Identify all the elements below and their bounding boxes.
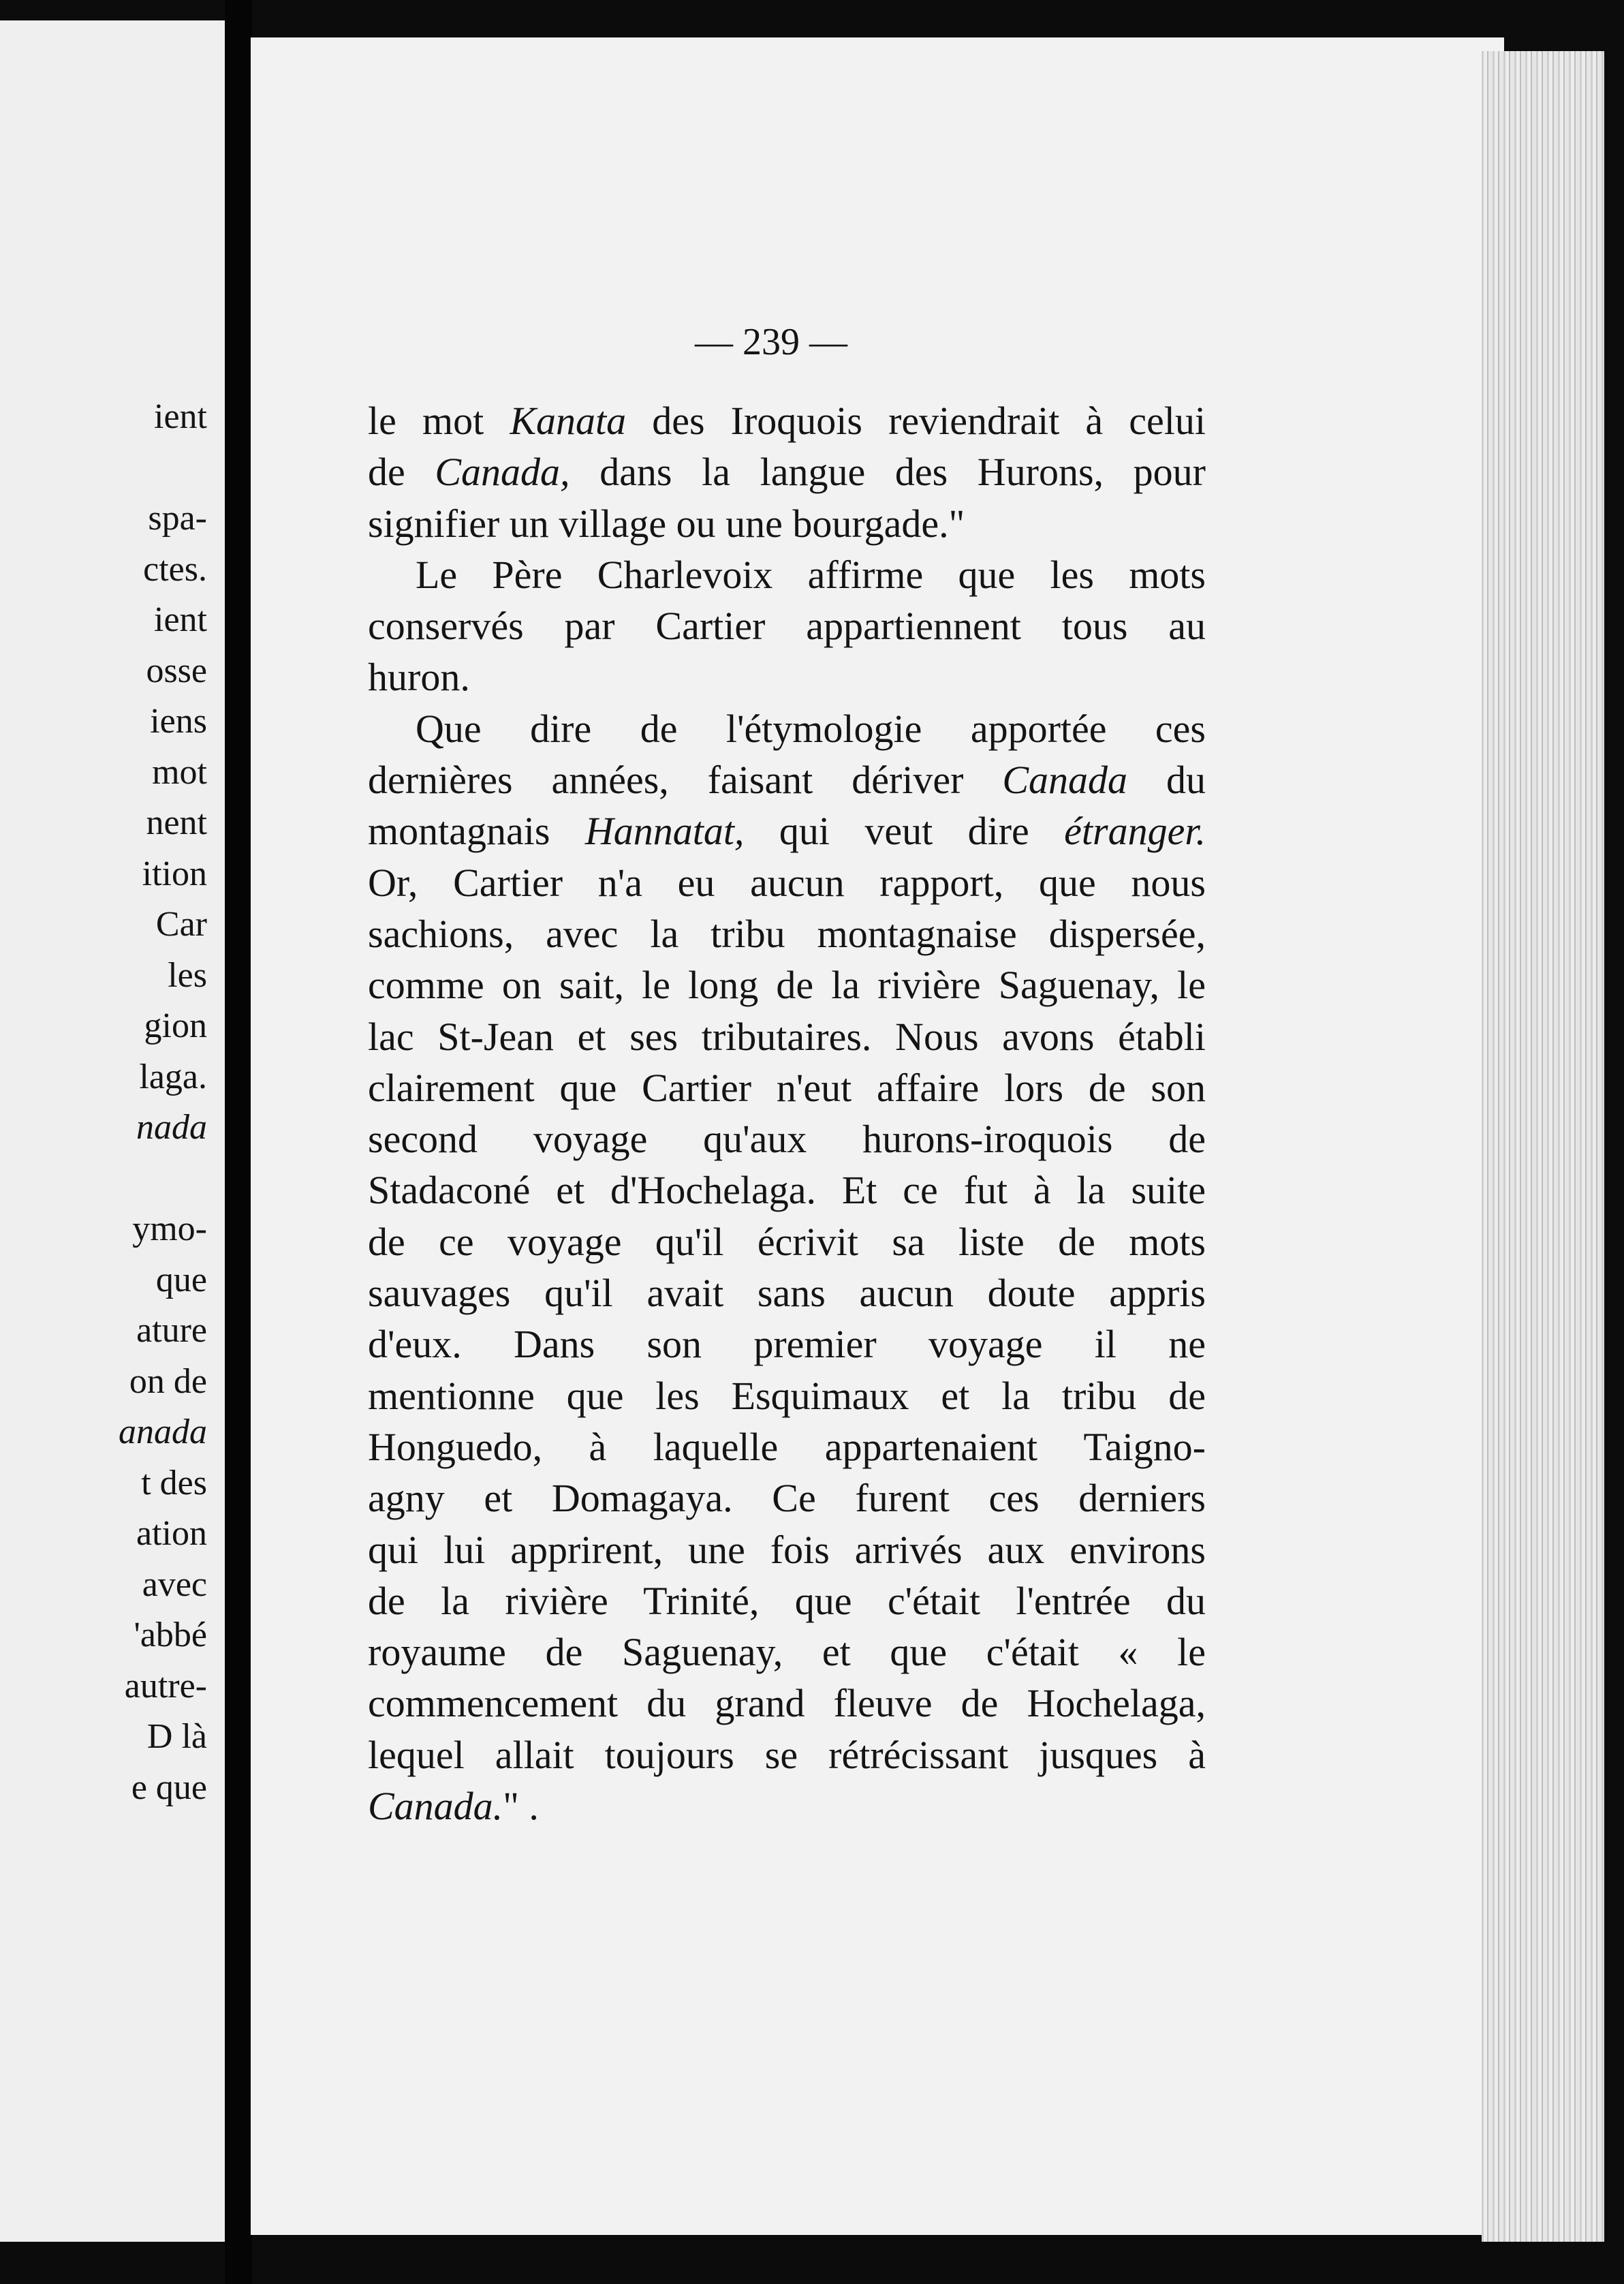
text-line bbox=[368, 805, 1206, 856]
text-run: lac St-Jean et ses tributaires. Nous avons établi bbox=[368, 1014, 1206, 1059]
text-line bbox=[368, 600, 1206, 651]
left-page-line: ition bbox=[142, 854, 207, 893]
text-run: d'eux. Dans son premier voyage il ne bbox=[368, 1322, 1206, 1367]
left-page-line: nent bbox=[146, 803, 207, 842]
text-run: royaume de Saguenay, et que c'était « le bbox=[368, 1630, 1206, 1675]
page-edges bbox=[1482, 51, 1604, 2242]
left-page-line: ation bbox=[136, 1514, 207, 1553]
text-line bbox=[368, 1267, 1206, 1318]
left-page-line: osse bbox=[146, 651, 207, 690]
italic-text: Kanata bbox=[510, 399, 627, 443]
left-page-line: on de bbox=[129, 1361, 207, 1401]
italic-text: Canada, bbox=[435, 450, 570, 495]
text-run: qui lui apprirent, une fois arrivés aux environs bbox=[368, 1527, 1206, 1572]
left-page-line: ymo- bbox=[132, 1209, 207, 1248]
text-line bbox=[368, 1575, 1206, 1626]
text-line bbox=[368, 703, 1206, 754]
text-line bbox=[368, 1678, 1206, 1729]
left-page-line: ient bbox=[154, 397, 207, 436]
left-page-line: avec bbox=[142, 1564, 207, 1604]
text-run: Stadaconé et d'Hochelaga. Et ce fut à la suite bbox=[368, 1168, 1206, 1213]
left-page-line: Car bbox=[155, 905, 207, 944]
text-run: le mot bbox=[368, 399, 510, 443]
text-run: second voyage qu'aux hurons-iroquois de bbox=[368, 1117, 1206, 1162]
text-run: de bbox=[368, 450, 435, 495]
text-run: huron. bbox=[368, 655, 470, 700]
text-run: montagnais bbox=[368, 809, 585, 854]
text-line bbox=[368, 1318, 1206, 1370]
text-line bbox=[368, 1472, 1206, 1524]
left-page-line: ient bbox=[154, 600, 207, 639]
text-run: lequel allait toujours se rétrécissant jusques à bbox=[368, 1732, 1206, 1777]
text-line bbox=[368, 754, 1206, 805]
text-run: signifier un village ou une bourgade." bbox=[368, 501, 965, 546]
text-line bbox=[368, 1216, 1206, 1267]
text-run: agny et Domagaya. Ce furent ces derniers bbox=[368, 1476, 1206, 1521]
text-run: sauvages qu'il avait sans aucun doute appris bbox=[368, 1271, 1206, 1316]
text-run: de la rivière Trinité, que c'était l'entrée du bbox=[368, 1578, 1206, 1623]
text-run: Le Père Charlevoix affirme que les mots bbox=[416, 552, 1206, 597]
text-run: du bbox=[1127, 758, 1206, 803]
text-run: conservés par Cartier appartiennent tous au bbox=[368, 604, 1206, 649]
left-page-text bbox=[119, 392, 207, 1813]
left-page-line bbox=[119, 443, 207, 494]
text-line bbox=[368, 1370, 1206, 1421]
text-run: clairement que Cartier n'eut affaire lors de son bbox=[368, 1065, 1206, 1110]
text-run: Honguedo, à laquelle appartenaient Taigno- bbox=[368, 1424, 1206, 1469]
left-page-line: 'abbé bbox=[134, 1616, 207, 1654]
text-line bbox=[368, 1062, 1206, 1113]
text-line bbox=[368, 1729, 1206, 1780]
text-run: Or, Cartier n'a eu aucun rapport, que nous bbox=[368, 860, 1206, 905]
left-page-line: spa- bbox=[148, 499, 207, 538]
text-run: " . bbox=[503, 1784, 539, 1829]
left-page-line: que bbox=[155, 1260, 207, 1299]
left-page-line: autre- bbox=[124, 1666, 207, 1706]
left-page bbox=[0, 20, 229, 2242]
left-page-line: D là bbox=[146, 1717, 207, 1756]
text-line bbox=[368, 1113, 1206, 1164]
text-run: dans la langue des Hurons, pour bbox=[569, 450, 1206, 495]
text-run: mentionne que les Esquimaux et la tribu de bbox=[368, 1373, 1206, 1418]
left-page-line: mot bbox=[152, 752, 207, 792]
left-page-line: iens bbox=[150, 702, 207, 741]
text-line bbox=[368, 1626, 1206, 1678]
text-line bbox=[368, 395, 1206, 446]
page-number: — 239 — bbox=[695, 321, 847, 363]
book-gutter bbox=[225, 0, 252, 2284]
text-run: sachions, avec la tribu montagnaise dispersée, bbox=[368, 911, 1206, 956]
left-page-line: ature bbox=[136, 1311, 207, 1350]
left-page-line: gion bbox=[144, 1006, 207, 1045]
left-page-line: anada bbox=[119, 1413, 207, 1451]
left-page-line: e que bbox=[131, 1768, 207, 1807]
text-run: qui veut dire bbox=[744, 809, 1065, 854]
text-line bbox=[368, 1780, 1206, 1832]
text-line bbox=[368, 1164, 1206, 1216]
text-line bbox=[368, 446, 1206, 497]
italic-text: Canada bbox=[1002, 758, 1128, 803]
text-line bbox=[368, 1524, 1206, 1575]
left-page-line: t des bbox=[141, 1463, 207, 1502]
text-line bbox=[368, 651, 1206, 703]
left-page-line bbox=[119, 1154, 207, 1205]
italic-text: Canada. bbox=[368, 1784, 503, 1829]
text-line bbox=[368, 1011, 1206, 1062]
left-page-line: laga. bbox=[139, 1057, 207, 1096]
text-run: de ce voyage qu'il écrivit sa liste de mots bbox=[368, 1219, 1206, 1264]
left-page-line: ctes. bbox=[143, 549, 207, 589]
text-run: Que dire de l'étymologie apportée ces bbox=[416, 706, 1206, 751]
text-line bbox=[368, 857, 1206, 908]
text-run: comme on sait, le long de la rivière Saguenay, le bbox=[368, 963, 1206, 1008]
left-page-line: les bbox=[168, 955, 207, 995]
text-run: des Iroquois reviendrait à celui bbox=[626, 399, 1206, 443]
text-line bbox=[368, 908, 1206, 959]
text-line bbox=[368, 549, 1206, 600]
italic-text: étranger. bbox=[1064, 809, 1206, 854]
text-run: commencement du grand fleuve de Hochelaga, bbox=[368, 1681, 1206, 1726]
text-run: dernières années, faisant dériver bbox=[368, 758, 1003, 803]
left-page-line: nada bbox=[136, 1108, 207, 1147]
text-line bbox=[368, 959, 1206, 1010]
body-text bbox=[368, 395, 1206, 1832]
text-line bbox=[368, 498, 1206, 549]
italic-text: Hannatat, bbox=[584, 809, 745, 854]
text-line bbox=[368, 1421, 1206, 1472]
